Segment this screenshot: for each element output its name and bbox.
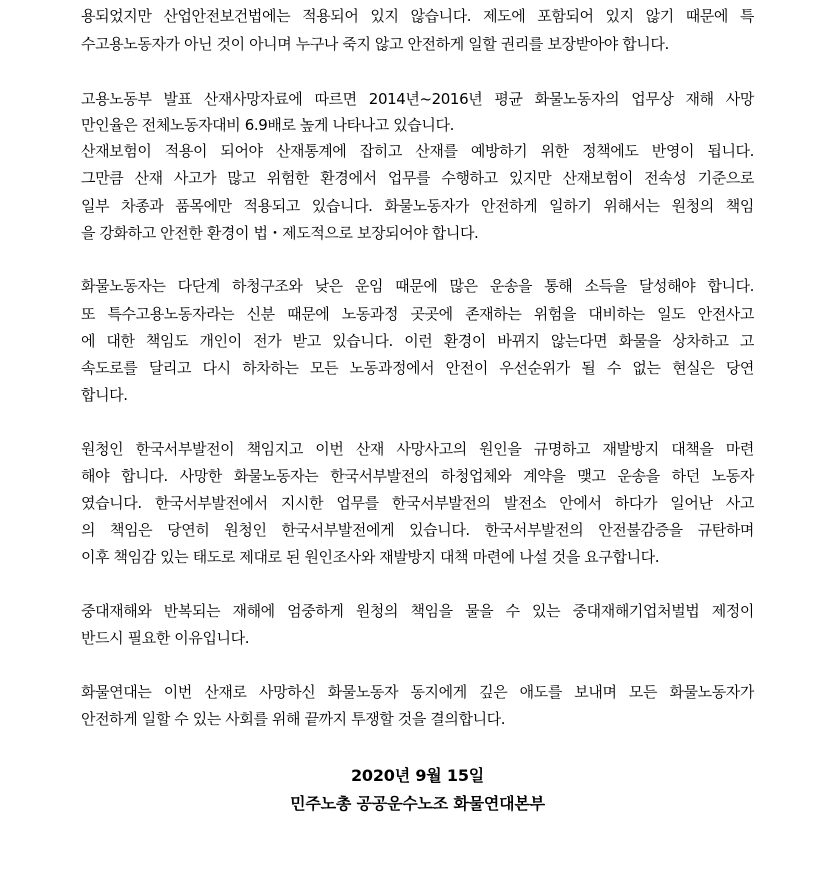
paragraph-6-line-1: 화물연대는 이번 산재로 사망하신 화물노동자 동지에게 깊은 애도를 보내며 모든 화물노동자가 (81, 683, 754, 701)
paragraph-3-line-4: 속도로를 달리고 다시 하차하는 모든 노동과정에서 안전이 우선순위가 될 수 없는 현실은 당연 (81, 359, 754, 377)
paragraph-3-line-3: 에 대한 책임도 개인이 전가 받고 있습니다. 이런 환경이 바뀌지 않는다면 화물을 상차하고 고 (81, 332, 754, 350)
paragraph-1-line-2: 수고용노동자가 아닌 것이 아니며 누구나 죽지 않고 안전하게 일할 권리를 보장받아야 합니다. (81, 35, 669, 53)
paragraph-4-line-3: 였습니다. 한국서부발전에서 지시한 업무를 한국서부발전의 발전소 안에서 하다가 일어난 사고 (81, 494, 754, 512)
paragraph-4-line-2: 해야 합니다. 사망한 화물노동자는 한국서부발전의 하청업체와 계약을 맺고 운송을 하던 노동자 (81, 467, 754, 485)
paragraph-1-line-1: 용되었지만 산업안전보건법에는 적용되어 있지 않습니다. 제도에 포함되어 있지 않기 때문에 특 (81, 7, 754, 25)
paragraph-2-line-6: 을 강화하고 안전한 환경이 법・제도적으로 보장되어야 합니다. (81, 224, 479, 242)
document-signature: 민주노총 공공운수노조 화물연대본부 (290, 794, 545, 813)
paragraph-6-line-2: 안전하게 일할 수 있는 사회를 위해 끝까지 투쟁할 것을 결의합니다. (81, 710, 506, 728)
paragraph-5-line-1: 중대재해와 반복되는 재해에 엄중하게 원청의 책임을 물을 수 있는 중대재해기업처벌법 제정이 (81, 602, 754, 620)
paragraph-4-line-4: 의 책임은 당연히 원청인 한국서부발전에게 있습니다. 한국서부발전의 안전불감증을 규탄하며 (81, 521, 754, 539)
paragraph-3-line-2: 또 특수고용노동자라는 신분 때문에 노동과정 곳곳에 존재하는 위험을 대비하는 일도 안전사고 (81, 305, 754, 323)
paragraph-2-line-2: 만인율은 전체노동자대비 6.9배로 높게 나타나고 있습니다. (81, 116, 454, 134)
paragraph-5-line-2: 반드시 필요한 이유입니다. (81, 629, 250, 647)
paragraph-2-line-5: 일부 차종과 품목에만 적용되고 있습니다. 화물노동자가 안전하게 일하기 위해서는 원청의 책임 (81, 197, 754, 215)
document-date: 2020년 9월 15일 (350, 766, 485, 785)
paragraph-2-line-3: 산재보험이 적용이 되어야 산재통계에 잡히고 산재를 예방하기 위한 정책에도 반영이 됩니다. (81, 142, 754, 160)
paragraph-3-line-1: 화물노동자는 다단계 하청구조와 낮은 운임 때문에 많은 운송을 통해 소득을 달성해야 합니다. (81, 277, 754, 295)
paragraph-4-line-1: 원청인 한국서부발전이 책임지고 이번 산재 사망사고의 원인을 규명하고 재발방지 대책을 마련 (81, 440, 754, 458)
paragraph-3-line-5: 합니다. (81, 386, 128, 404)
paragraph-2-line-4: 그만큼 산재 사고가 많고 위험한 환경에서 업무를 수행하고 있지만 산재보험이 전속성 기준으로 (81, 169, 754, 187)
paragraph-2-line-1: 고용노동부 발표 산재사망자료에 따르면 2014년~2016년 평균 화물노동자의 업무상 재해 사망 (81, 90, 754, 108)
paragraph-4-line-5: 이후 책임감 있는 태도로 제대로 된 원인조사와 재발방지 대책 마련에 나설 것을 요구합니다. (81, 548, 660, 566)
